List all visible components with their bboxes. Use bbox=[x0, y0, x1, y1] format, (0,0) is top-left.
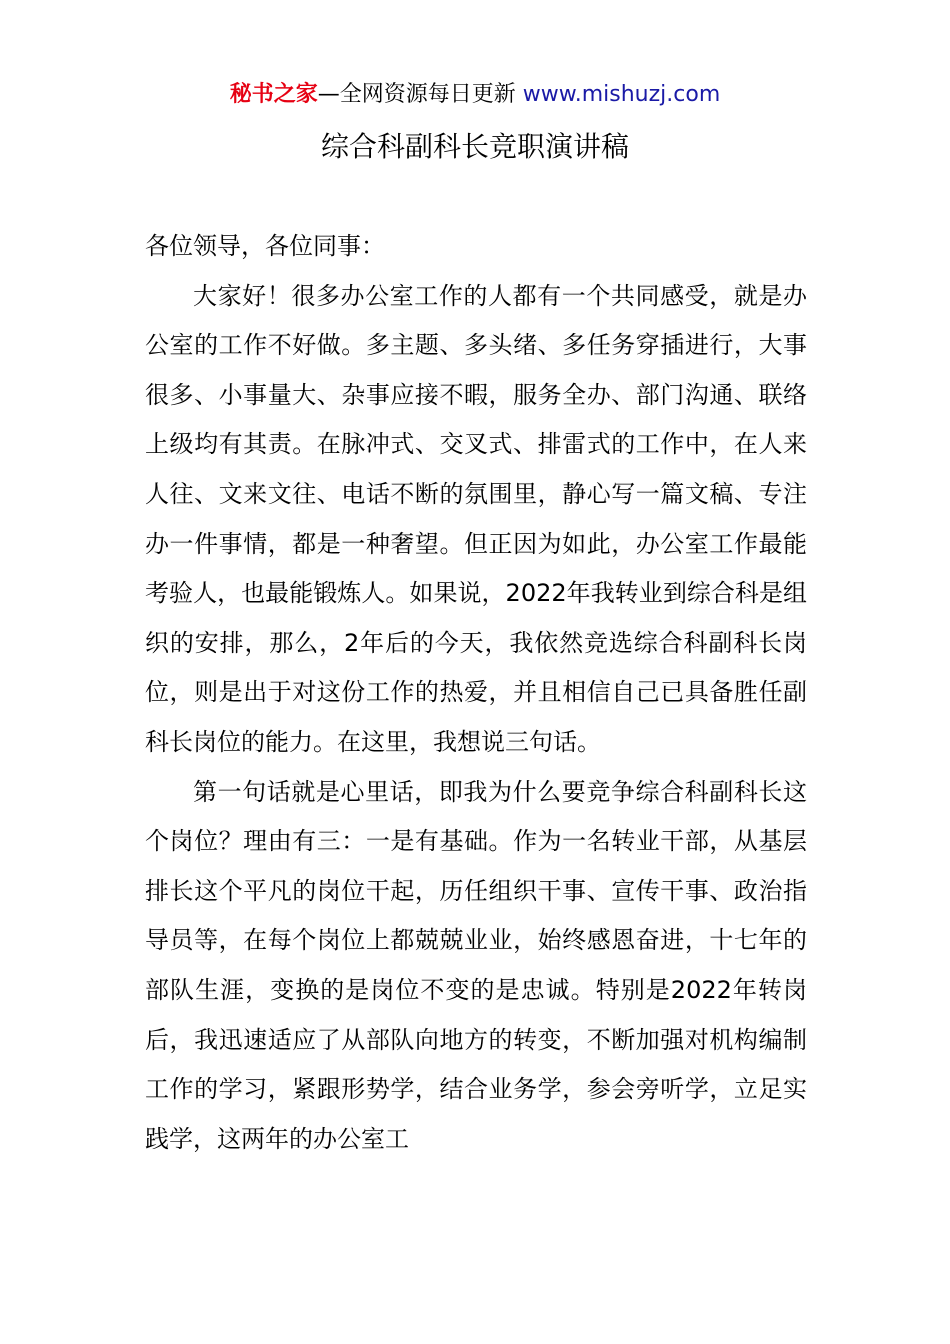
site-header bbox=[0, 78, 950, 112]
salutation: 各位领导，各位同事： bbox=[145, 232, 385, 260]
paragraph-1: 大家好！很多办公室工作的人都有一个共同感受，就是办公室的工作不好做。多主题、多头绪、多任务穿插进行，大事很多、小事量大、杂事应接不暇，服务全办、部门沟通、联络上级均有其责。在脉冲式、交叉式、排雷式的工作中，在人来人往、文来文往、电话不断的氛围里，静心写一篇文稿、专注办一件事情，都是一种奢望。但正因为如此，办公室工作最能考验人，也最能锻炼人。如果说，2022年我转业到综合科是组织的安排，那么，2年后的今天，我依然竞选综合科副科长岗位，则是出于对这份工作的热爱，并且相信自己已具备胜任副科长岗位的能力。在这里，我想说三句话。 bbox=[145, 281, 807, 756]
document-title: 综合科副科长竞职演讲稿 bbox=[320, 130, 629, 163]
brand-name: 秘书之家 bbox=[229, 82, 318, 107]
header-tagline: —全网资源每日更新 bbox=[317, 82, 516, 107]
document-body bbox=[145, 222, 807, 1164]
site-url-link[interactable]: www.mishuzj.com bbox=[522, 82, 721, 107]
paragraph-2: 第一句话就是心里话，即我为什么要竞争综合科副科长这个岗位？理由有三：一是有基础。作为一名转业干部，从基层排长这个平凡的岗位干起，历任组织干事、宣传干事、政治指导员等，在每个岗位上都兢兢业业，始终感恩奋进，十七年的部队生涯，变换的是岗位不变的是忠诚。特别是2022年转岗后，我迅速适应了从部队向地方的转变，不断加强对机构编制工作的学习，紧跟形势学，结合业务学，参会旁听学，立足实践学，这两年的办公室工 bbox=[145, 777, 807, 1153]
